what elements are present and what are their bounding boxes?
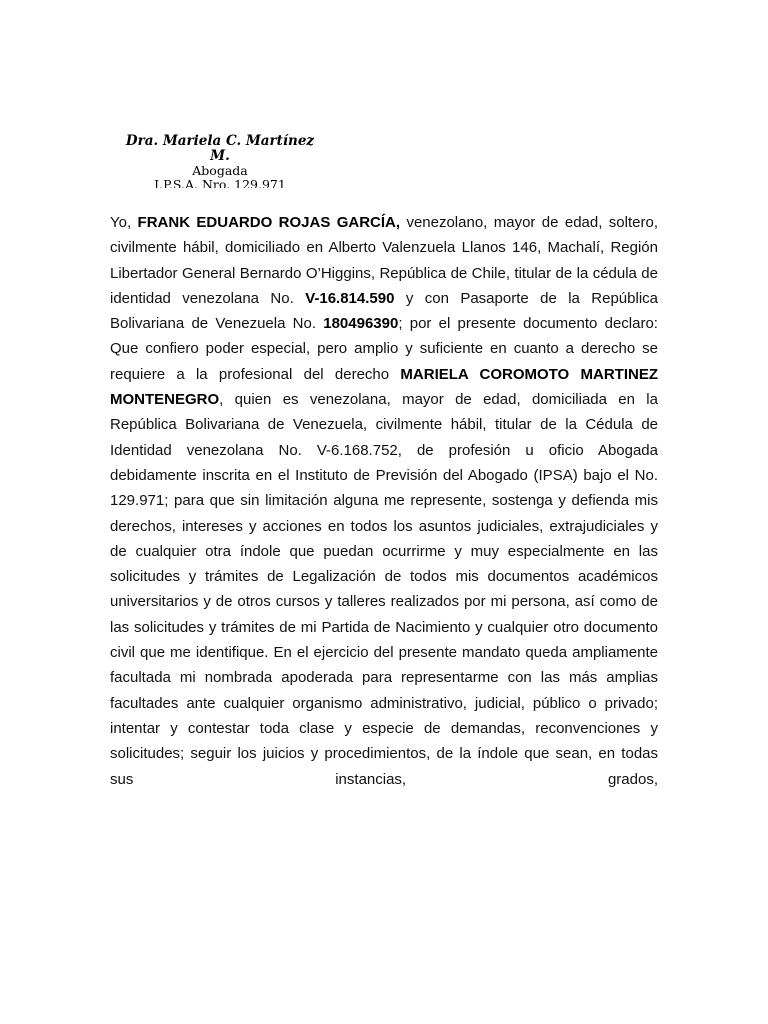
grantor-id-number: V-16.814.590 [305,289,395,307]
power-of-attorney-paragraph [110,210,658,792]
text-segment: Yo, [110,214,138,231]
ipsa-registration: I.P.S.A. Nro. 129.971 [154,177,286,188]
text-segment: y con Pasaporte de la República Bolivariana de Venezuela No. [110,289,659,333]
passport-number: 180496390 [323,315,399,333]
attorney-name: MARIELA COROMOTO MARTINEZ MONTENEGRO [110,365,658,409]
lawyer-title: Abogada [192,163,248,178]
text-segment: , quien es venezolana, mayor de edad, domiciliada en la República Bolivariana de Venezuela, civilmente hábil, titular de la Cédula de Identidad venezolana No. V-6.168.752, de profesión u oficio Abogada debidamente inscrita en el Instituto de Previsión del Abogado (IPSA) bajo el No. 129.971; para que sin limitación alguna me represente, sostenga y defienda mis derechos, intereses y acciones en todos los asuntos judiciales, extrajudiciales y de cualquier otra índole que puedan ocurrirme y muy especialmente en las solicitudes y trámites de Legalización de todos mis documentos académicos universitarios y de otros cursos y talleres realizados por mi persona, así como de las solicitudes y trámites de mi Partida de Nacimiento y cualquier otro documento civil que me identifique. En el ejercicio del presente mandato queda ampliamente facultada mi nombrada apoderada para representarme con las más amplias facultades ante cualquier organismo administrativo, judicial, público o privado; intentar y contestar toda clase y especie de demandas, reconvenciones y solicitudes; seguir los juicios y procedimientos, de la índole que sean, en todas sus instancias, grados, [110,391,658,788]
lawyer-name: Dra. Mariela C. Martínez M. [125,134,315,164]
letterhead [118,134,322,188]
text-segment: ; por el presente documento declaro: Que confiero poder especial, pero amplio y suficiente en cuanto a derecho se requiere a la profesional del derecho [110,315,658,383]
text-segment: venezolano, mayor de edad, soltero, civilmente hábil, domiciliado en Alberto Valenzuela Llanos 146, Machalí, Región Libertador General Bernardo O’Higgins, República de Chile, titular de la cédula de identidad venezolana No. [110,214,658,307]
grantor-name: FRANK EDUARDO ROJAS GARCÍA, [137,214,401,231]
